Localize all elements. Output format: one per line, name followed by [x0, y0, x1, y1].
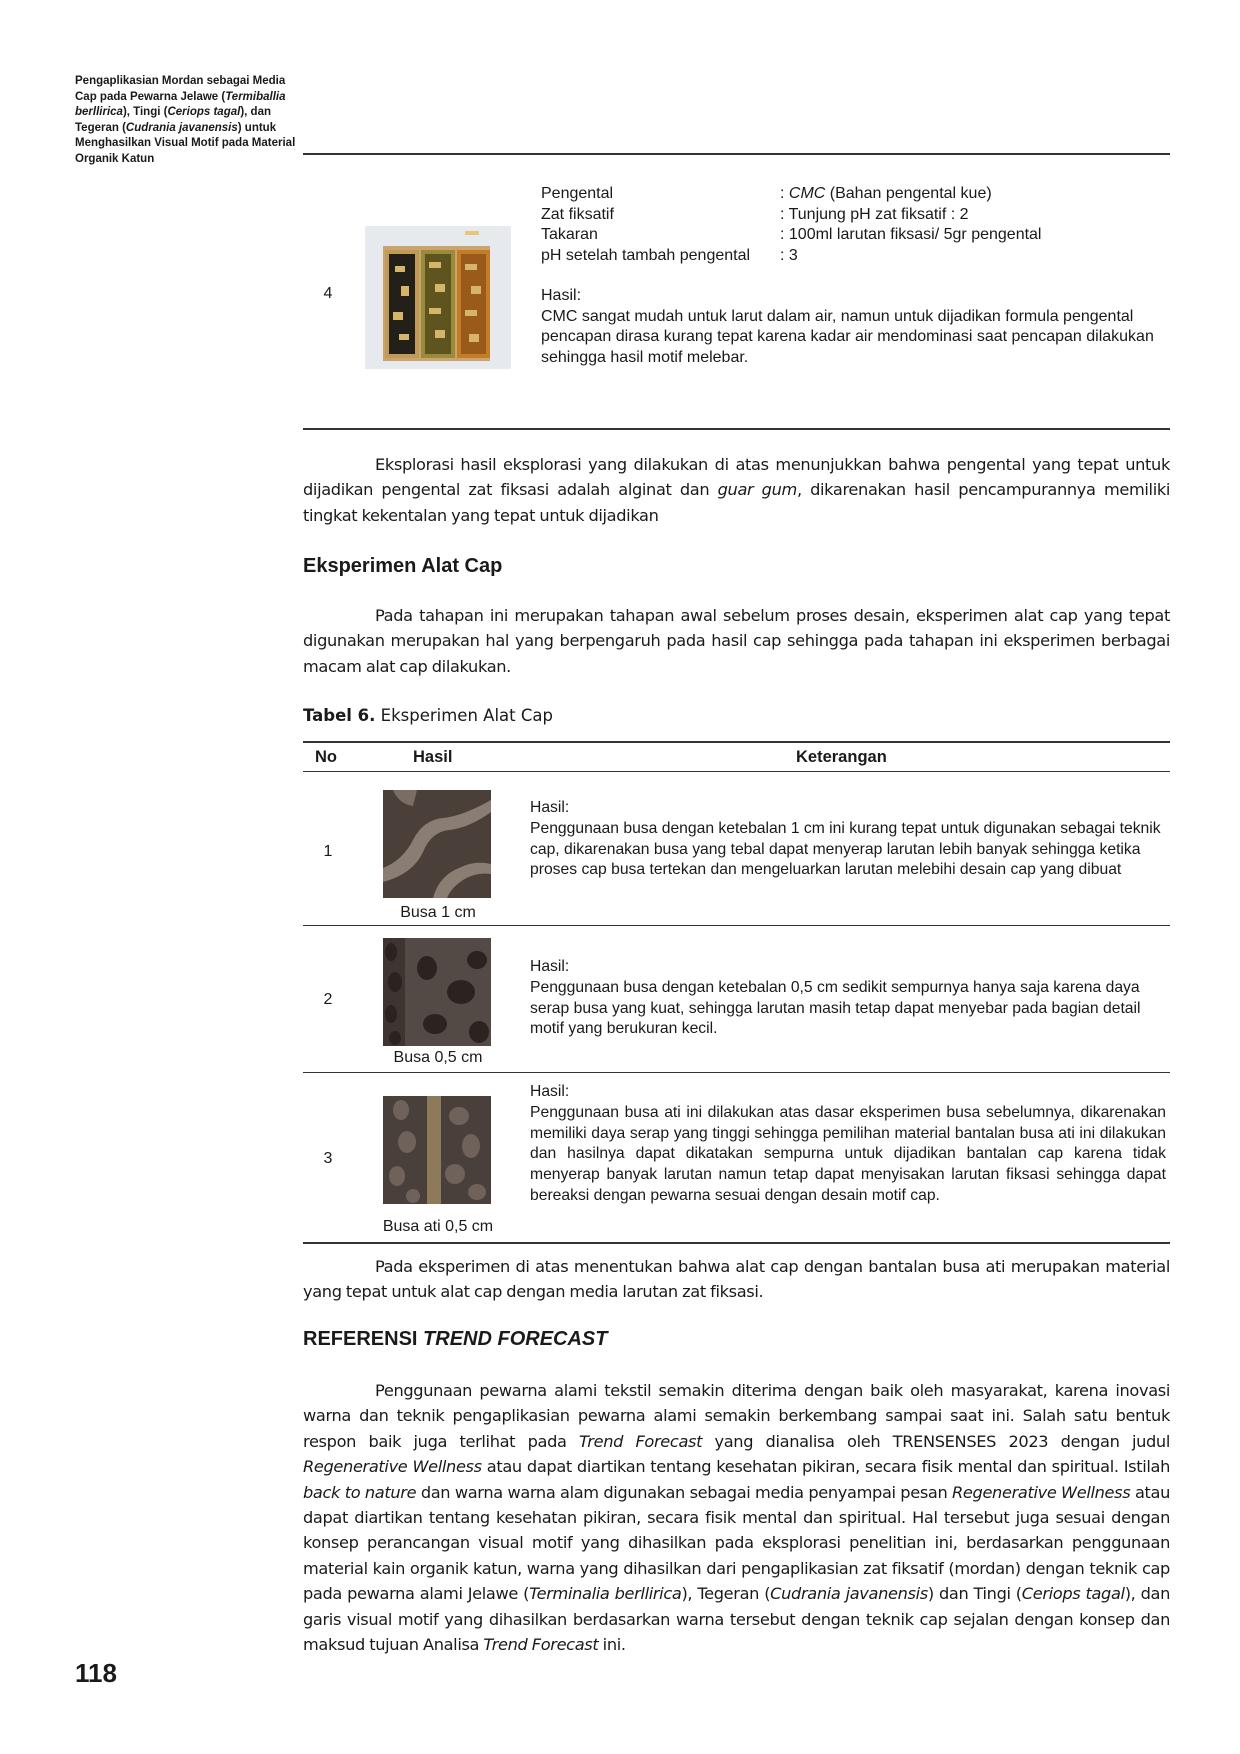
row-divider [303, 1072, 1170, 1073]
spec-row: Takaran : 100ml larutan fiksasi/ 5gr pengental [541, 226, 1042, 243]
running-head: Pengaplikasian Mordan sebagai Media Cap pada Pewarna Jelawe (Termiballia berllirica), Tingi (Ceriops tagal), dan Tegeran (Cudrania javanensis) untuk Menghasilkan Visual Motif pada Material Organik Katun [75, 75, 296, 165]
row-number: 3 [323, 1150, 333, 1167]
paragraph: Pada eksperimen di atas menentukan bahwa alat cap dengan bantalan busa ati merupakan material yang tepat untuk alat cap dengan media larutan zat fiksasi. [303, 1257, 1170, 1302]
spec-row: Zat fiksatif : Tunjung pH zat fiksatif : 2 [541, 205, 969, 223]
section-heading: REFERENSI TREND FORECAST [303, 1328, 608, 1350]
cmc-sample-image [365, 226, 511, 369]
table-top-rule [303, 741, 1170, 743]
table-bottom-rule [303, 1242, 1170, 1244]
row-number: 2 [323, 991, 333, 1008]
header-keterangan: Keterangan [796, 748, 887, 766]
table-top-rule [303, 153, 1170, 155]
image-caption: Busa 0,5 cm [393, 1049, 483, 1066]
image-caption: Busa ati 0,5 cm [382, 1218, 494, 1235]
image-caption: Busa 1 cm [400, 904, 476, 921]
foam-05cm-image [383, 938, 491, 1046]
row-divider [303, 925, 1170, 926]
row-description: Hasil: Penggunaan busa ati ini dilakukan atas dasar eksperimen busa sebelumnya, dikarenakan memiliki daya serap yang tinggi sehingga pemilihan material bantalan busa ati ini dilakukan dan hasilnya dapat dikatakan sempurna untuk dijadikan bantalan cap karena tidak menyerap banyak larutan namun tetap dapat menyisakan larutan fiksasi sehingga dapat bereaksi dengan pewarna sesuai dengan desain motif cap. [530, 1083, 1166, 1204]
paragraph: Eksplorasi hasil eksplorasi yang dilakukan di atas menunjukkan bahwa pengental yang tepat untuk dijadikan pengental zat fiksasi adalah alginat dan guar gum, dikarenakan hasil pencampurannya memiliki tingkat kekentalan yang tepat untuk dijadikan [303, 455, 1171, 525]
spec-row: pH setelah tambah pengental : 3 [541, 246, 798, 264]
section-heading: Eksperimen Alat Cap [303, 555, 503, 577]
spec-row: Pengental : CMC (Bahan pengental kue) [541, 185, 992, 202]
foam-1cm-image [383, 790, 491, 898]
page-number: 118 [75, 1658, 117, 1688]
foam-ati-image [383, 1096, 491, 1204]
table-bottom-rule [303, 428, 1170, 430]
paragraph: Penggunaan pewarna alami tekstil semakin diterima dengan baik oleh masyarakat, karena inovasi warna dan teknik pengaplikasian pewarna alami semakin berkembang sampai saat ini. Salah satu bentuk respon baik juga terlihat pada Trend Forecast yang dianalisa oleh TRENSENSES 2023 dengan judul Regenerative Wellness atau dapat diartikan tentang kesehatan pikiran, secara fisik mental dan spiritual. Istilah back to nature dan warna warna alam digunakan sebagai media penyampai pesan Regenerative Wellness atau dapat diartikan tentang kesehatan pikiran, secara fisik mental dan spiritual. Hal tersebut juga sesuai dengan konsep perancangan visual motif yang dihasilkan pada eksplorasi penelitian ini, berdasarkan penggunaan material kain organik katun, warna yang dihasilkan dari pengaplikasian zat fiksatif (mordan) dengan teknik cap pada pewarna alami Jelawe (Terminalia berllirica), Tegeran (Cudrania javanensis) dan Tingi (Ceriops tagal), dan garis visual motif yang dihasilkan berdasarkan warna tersebut dengan teknik cap sejalan dengan konsep dan maksud tujuan Analisa Trend Forecast ini. [303, 1381, 1171, 1655]
result-text: CMC sangat mudah untuk larut dalam air, namun untuk dijadikan formula pengental pencapan dirasa kurang tepat karena kadar air mendominasi saat pencapan dilakukan sehingga hasil motif melebar. [541, 307, 1154, 366]
row-number: 1 [323, 843, 333, 860]
header-no: No [315, 748, 337, 766]
result-label: Hasil: [541, 287, 582, 304]
table-caption: Tabel 6. Eksperimen Alat Cap [303, 706, 553, 725]
row4-description [541, 184, 1161, 368]
header-hasil: Hasil [413, 748, 453, 766]
row-description: Hasil: Penggunaan busa dengan ketebalan 1 cm ini kurang tepat untuk digunakan sebagai teknik cap, dikarenakan busa yang tebal dapat menyerap larutan lebih banyak sehingga ketika proses cap busa tertekan dan mengeluarkan larutan melebihi desain cap yang dibuat [530, 799, 1161, 879]
paragraph: Pada tahapan ini merupakan tahapan awal sebelum proses desain, eksperimen alat cap yang tepat digunakan merupakan hal yang berpengaruh pada hasil cap sehingga pada tahapan ini eksperimen berbagai macam alat cap dilakukan. [303, 606, 1170, 676]
table-header-rule [303, 771, 1170, 772]
row-number: 4 [323, 285, 333, 302]
row-description: Hasil: Penggunaan busa dengan ketebalan 0,5 cm sedikit sempurnya hanya saja karena daya serap busa yang kuat, sehingga larutan masih tetap dapat menyebar pada bagian detail motif yang berukuran kecil. [530, 958, 1141, 1038]
